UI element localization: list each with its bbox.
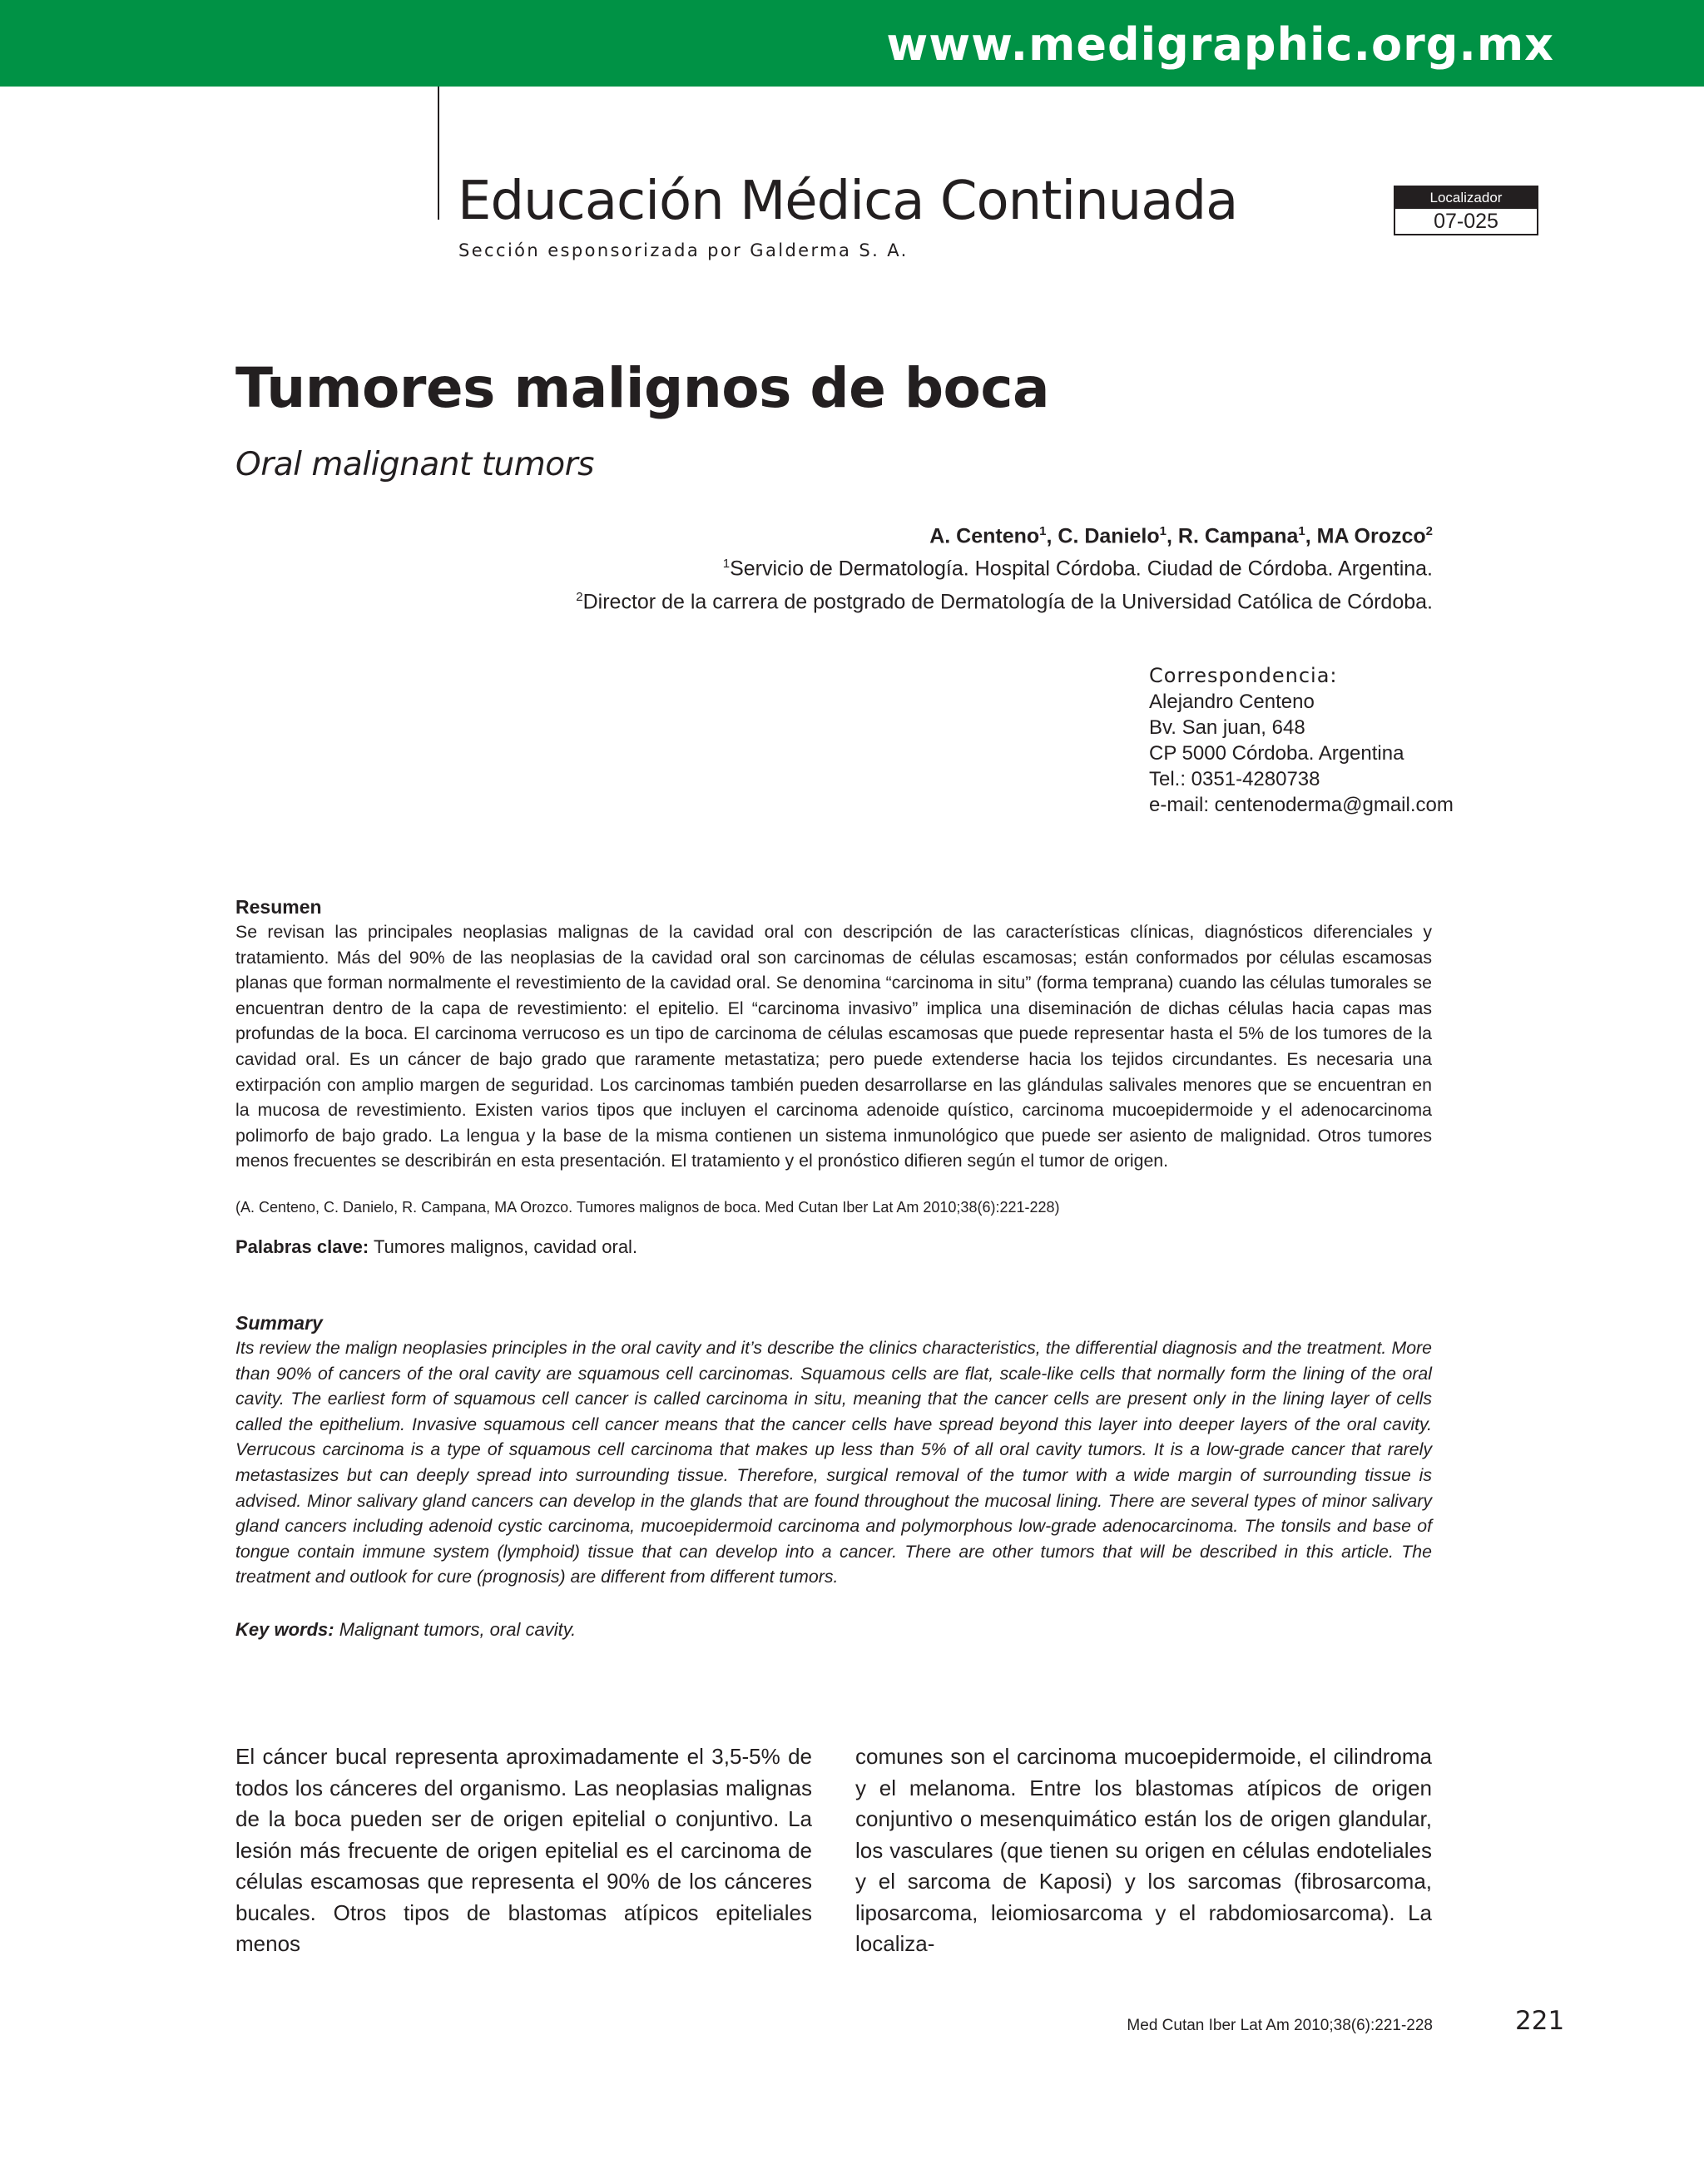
author-name: R. Campana bbox=[1177, 524, 1299, 548]
correspondence-email[interactable]: e-mail: centenoderma@gmail.com bbox=[1149, 794, 1454, 816]
section-subtitle: Sección esponsorizada por Galderma S. A. bbox=[458, 240, 909, 260]
resumen-heading: Resumen bbox=[235, 896, 322, 918]
palabras-clave bbox=[235, 1236, 637, 1258]
affiliation-text: Director de la carrera de postgrado de Dermatología de la Universidad Católica de Córdoba. bbox=[582, 589, 1433, 613]
keywords-text: Tumores malignos, cavidad oral. bbox=[373, 1236, 638, 1257]
author-affiliation-mark: 1 bbox=[1298, 524, 1305, 538]
locator-value: 07-025 bbox=[1434, 210, 1498, 233]
affiliation bbox=[576, 550, 1433, 582]
author-list: A. Centeno$^1$, C. Danielo$^1$, R. Campana$^1$, MA Orozco$^2$ bbox=[929, 524, 1433, 548]
correspondence-block bbox=[1149, 663, 1454, 818]
resumen-section bbox=[235, 894, 1432, 1174]
site-url[interactable]: www.medigraphic.org.mx bbox=[886, 18, 1554, 71]
affiliation-text: Servicio de Dermatología. Hospital Córdoba. Ciudad de Córdoba. Argentina. bbox=[730, 557, 1433, 581]
affiliation bbox=[576, 583, 1433, 616]
author-name: A. Centeno bbox=[929, 524, 1040, 548]
resumen-text: Se revisan las principales neoplasias malignas de la cavidad oral con descripción de las características clínicas, diagnósticos diferenciales y tratamiento. Más del 90% de las neoplasias de la cavidad oral son carcinomas de células escamosas; están conformados por células escamosas planas que forman normalmente el revestimiento de la cavidad oral. Se denomina “carcinoma in situ” (forma temprana) cuando las células tumorales se encuentran dentro de la capa de revestimiento: el epitelio. El “carcinoma invasivo” implica una diseminación de dichas células hacia capas mas profundas de la boca. El carcinoma verrucoso es un tipo de carcinoma de células escamosas que puede representar hasta el 5% de los tumores de la cavidad oral. Es un cáncer de bajo grado que raramente metastatiza; pero puede extenderse hacia los tejidos circundantes. Es necesaria una extirpación con amplio margen de seguridad. Los carcinomas también pueden desarrollarse en las glándulas salivales menores que se encuentran en la mucosa de revestimiento. Existen varios tipos que incluyen el carcinoma adenoide quístico, carcinoma mucoepidermoide y el adenocarcinoma polimorfo de bajo grado. La lengua y la base de la misma contienen un sistema inmunológico que puede ser asiento de malignidad. Otros tumores menos frecuentes se describirán en esta presentación. El tratamiento y el pronóstico difieren según el tumor de origen. bbox=[235, 922, 1432, 1171]
author-affiliation-mark: 2 bbox=[1425, 524, 1433, 538]
summary-text: Its review the malign neoplasies principles in the oral cavity and it’s describe the clinics characteristics, the differential diagnosis and the treatment. More than 90% of cancers of the oral cavity are squamous cell carcinomas. Squamous cells are flat, scale-like cells that normally form the lining of the oral cavity. The earliest form of squamous cell cancer is called carcinoma in situ, meaning that the cancer cells are present only in the lining layer of cells called the epithelium. Invasive squamous cell cancer means that the cancer cells have spread beyond this layer into deeper layers of the oral cavity. Verrucous carcinoma is a type of squamous cell carcinoma that makes up less than 5% of all oral cavity tumors. It is a low-grade cancer that rarely metastasizes but can deeply spread into surrounding tissue. Therefore, surgical removal of the tumor with a wide margin of surrounding tissue is advised. Minor salivary gland cancers can develop in the glands that are found throughout the mucosal lining. There are several types of minor salivary gland cancers including adenoid cystic carcinoma, mucoepidermoid carcinoma and polymorphous low-grade adenocarcinoma. The tonsils and base of tongue contain immune system (lymphoid) tissue that can develop into a cancer. There are other tumors that will be described in this article. The treatment and outlook for cure (prognosis) are different from different tumors. bbox=[235, 1338, 1432, 1587]
keywords-label: Palabras clave: bbox=[235, 1236, 369, 1257]
section-title: Educación Médica Continuada bbox=[458, 171, 1238, 232]
author-affiliation-mark: 1 bbox=[1159, 524, 1167, 538]
author-affiliation-mark: 1 bbox=[1039, 524, 1047, 538]
body-column-left: El cáncer bucal representa aproximadamente el 3,5-5% de todos los cánceres del organismo. Las neoplasias malignas de la boca pueden ser de origen epitelial o conjuntivo. La lesión más frecuente de origen epitelial es el carcinoma de células escamosas que representa el 90% de los cánceres bucales. Otros tipos de blastomas atípicos epiteliales menos bbox=[235, 1744, 812, 1956]
section-divider bbox=[438, 87, 439, 220]
correspondence-line: CP 5000 Córdoba. Argentina bbox=[1149, 742, 1404, 765]
keywords-label: Key words: bbox=[235, 1619, 334, 1640]
article-title: Tumores malignos de boca bbox=[235, 356, 1050, 420]
summary-section bbox=[235, 1310, 1432, 1590]
page-number: 221 bbox=[1515, 2006, 1565, 2036]
author-block bbox=[576, 518, 1433, 616]
affiliation-mark: 1 bbox=[722, 557, 731, 572]
key-words bbox=[235, 1619, 576, 1641]
author-name: C. Danielo bbox=[1058, 524, 1160, 548]
correspondence-heading: Correspondencia: bbox=[1149, 664, 1338, 687]
body-column-right: comunes son el carcinoma mucoepidermoide, el cilindroma y el melanoma. Entre los blastomas atípicos de origen conjuntivo o mesenquimático están los de origen glandular, los vasculares (que tienen su origen en células endoteliales y el sarcoma de Kaposi) y los sarcomas (fibrosarcoma, liposarcoma, leiomiosarcoma y el rabdomiosarcoma). La localiza- bbox=[855, 1744, 1432, 1956]
correspondence-line: Bv. San juan, 648 bbox=[1149, 716, 1305, 739]
author-name: MA Orozco bbox=[1316, 524, 1426, 548]
footer-journal-reference: Med Cutan Iber Lat Am 2010;38(6):221-228 bbox=[1127, 2017, 1433, 2034]
correspondence-line: Alejandro Centeno bbox=[1149, 691, 1315, 713]
header-bar bbox=[0, 0, 1704, 87]
affiliation-mark: 2 bbox=[576, 589, 583, 604]
keywords-text: Malignant tumors, oral cavity. bbox=[339, 1619, 577, 1640]
correspondence-line: Tel.: 0351-4280738 bbox=[1149, 768, 1320, 790]
locator-box bbox=[1394, 186, 1538, 235]
locator-label: Localizador bbox=[1395, 187, 1537, 209]
article-english-title: Oral malignant tumors bbox=[235, 446, 594, 483]
summary-heading: Summary bbox=[235, 1312, 323, 1334]
citation: (A. Centeno, C. Danielo, R. Campana, MA Orozco. Tumores malignos de boca. Med Cutan Iber Lat Am 2010;38(6):221-228) bbox=[235, 1199, 1060, 1216]
